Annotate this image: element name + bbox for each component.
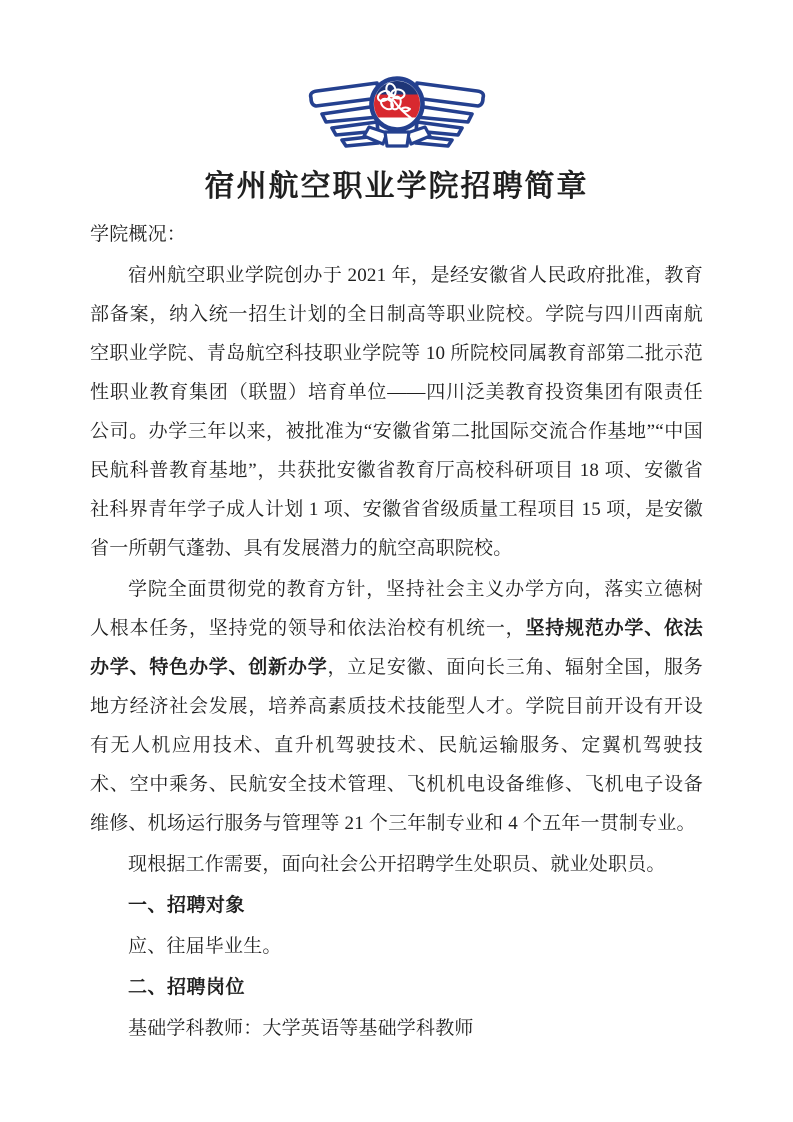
- overview-paragraph-2-tail: ，立足安徽、面向长三角、辐射全国，服务地方经济社会发展，培养高素质技术技能型人才。学院目前开设有开设有无人机应用技术、直升机驾驶技术、民航运输服务、定翼机驾驶技术、空中乘务、民航安全技术管理、飞机机电设备维修、飞机电子设备维修、机场运行服务与管理等 21 个三年制专业和 4 个五年一贯制专业。: [90, 657, 703, 834]
- recruitment-intro: 现根据工作需要，面向社会公开招聘学生处职员、就业处职员。: [128, 854, 666, 875]
- document-title: 宿州航空职业学院招聘简章: [204, 170, 589, 203]
- overview-paragraph-1: 宿州航空职业学院创办于 2021 年，是经安徽省人民政府批准，教育部备案，纳入统一招生计划的全日制高等职业院校。学院与四川西南航空职业学院、青岛航空科技职业学院等 10 所院校同属教育部第二批示范性职业教育集团（联盟）培育单位——四川泛美教育投资集团有限责任公司。办学三年以来，被批准为“安徽省第二批国际交流合作基地”“中国民航科普教育基地”，共获批安徽省教育厅高校科研项目 18 项、安徽省社科界青年学子成人计划 1 项、安徽省省级质量工程项目 15 项，是安徽省一所朝气蓬勃、具有发展潜力的航空高职院校。: [90, 265, 703, 559]
- overview-paragraph-2: [90, 570, 703, 843]
- aviation-wings-emblem-icon: [306, 76, 488, 150]
- college-logo: [90, 0, 703, 150]
- emblem-roundel: [371, 79, 422, 130]
- section-1-heading: 一、招聘对象: [128, 895, 246, 916]
- overview-paragraph-2-lead: 学院全面贯彻党的教育方针，坚持社会主义办学方向，落实立德树人根本任务，坚持党的领导和依法治校有机统一，: [90, 579, 703, 639]
- overview-label: 学院概况：: [90, 224, 187, 245]
- overview-paragraph-2-emphasis: 坚持规范办学、依法办学、特色办学、创新办学: [90, 618, 703, 678]
- section-2-heading: 二、招聘岗位: [128, 977, 246, 998]
- section-1-text: 应、往届毕业生。: [128, 936, 282, 957]
- section-2-text: 基础学科教师：大学英语等基础学科教师: [128, 1018, 474, 1039]
